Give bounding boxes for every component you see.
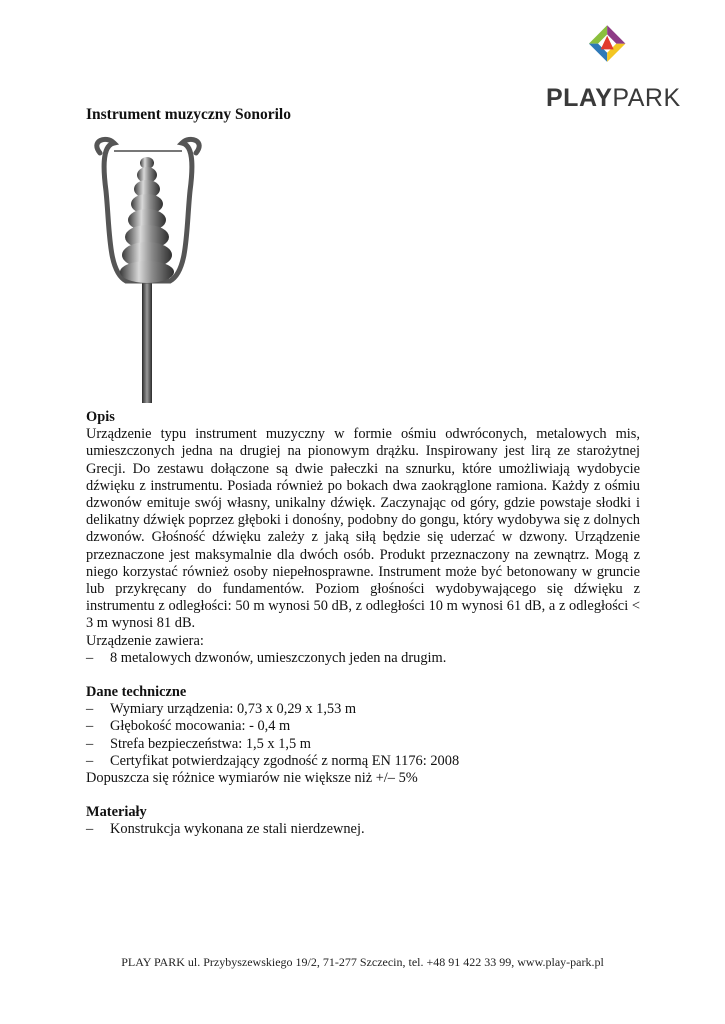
list-item: – Konstrukcja wykonana ze stali nierdzewnej. <box>86 821 640 838</box>
list-item: – Wymiary urządzenia: 0,73 x 0,29 x 1,53 m <box>86 701 640 718</box>
bells <box>120 157 174 283</box>
contains-list <box>86 650 640 667</box>
technical-list <box>86 701 640 770</box>
page-title: Instrument muzyczny Sonorilo <box>86 106 291 123</box>
document-body <box>86 409 640 839</box>
list-item: – Strefa bezpieczeństwa: 1,5 x 1,5 m <box>86 736 640 753</box>
playpark-logo <box>540 24 675 84</box>
description-paragraph: Urządzenie typu instrument muzyczny w formie ośmiu odwróconych, metalowych mis, umieszczonych jedna na drugiej na pionowym drążku. Inspirowany jest lirą ze starożytnej Grecji. Do zestawu dołączone są dwie pałeczki na sznurku, które umożliwiają wydobycie dźwięku z instrumentu. Posiada również po bokach dwa zaokrąglone ramiona. Każdy z ośmiu dzwonów emituje swój własny, unikalny dźwięk. Zaczynając od góry, gdzie powstaje słodki i delikatny dźwięk poprzez głęboki i donośny, podobny do gongu, który wydobywa się z dolnych dzwonów. Głośność dźwięku zależy z jaką siłą będzie się uderzać w dzwony. Urządzenie przeznaczone jest maksymalnie dla dwóch osób. Produkt przeznaczony na zewnątrz. Mogą z niego korzystać również osoby niepełnosprawne. Instrument może być betonowany w gruncie lub przykręcany do fundamentów. Poziom głośności wydobywającego się dźwięku z instrumentu z odległości: 50 m wynosi 50 dB, z odległości 10 m wynosi 61 dB, a z odległości < 3 m wynosi 81 dB. <box>86 426 640 632</box>
list-item: – Głębokość mocowania: - 0,4 m <box>86 718 640 735</box>
logo-purple-segment <box>607 25 625 43</box>
list-item: – 8 metalowych dzwonów, umieszczonych jeden na drugim. <box>86 650 640 667</box>
section-heading-description: Opis <box>86 409 115 425</box>
contains-label: Urządzenie zawiera: <box>86 632 204 649</box>
pole <box>142 281 152 403</box>
logo-wordmark: PLAYPARK <box>546 84 681 112</box>
tolerance-note: Dopuszcza się różnice wymiarów nie większe niż +/– 5% <box>86 770 418 787</box>
list-item: – Certyfikat potwierdzający zgodność z normą EN 1176: 2008 <box>86 753 640 770</box>
product-image <box>86 131 214 406</box>
section-heading-technical: Dane techniczne <box>86 684 187 701</box>
footer-contact: PLAY PARK ul. Przybyszewskiego 19/2, 71-277 Szczecin, tel. +48 91 422 33 99, www.play-park.pl <box>121 955 604 969</box>
section-heading-materials: Materiały <box>86 804 147 821</box>
logo-green-segment <box>589 25 607 43</box>
materials-list <box>86 821 640 838</box>
